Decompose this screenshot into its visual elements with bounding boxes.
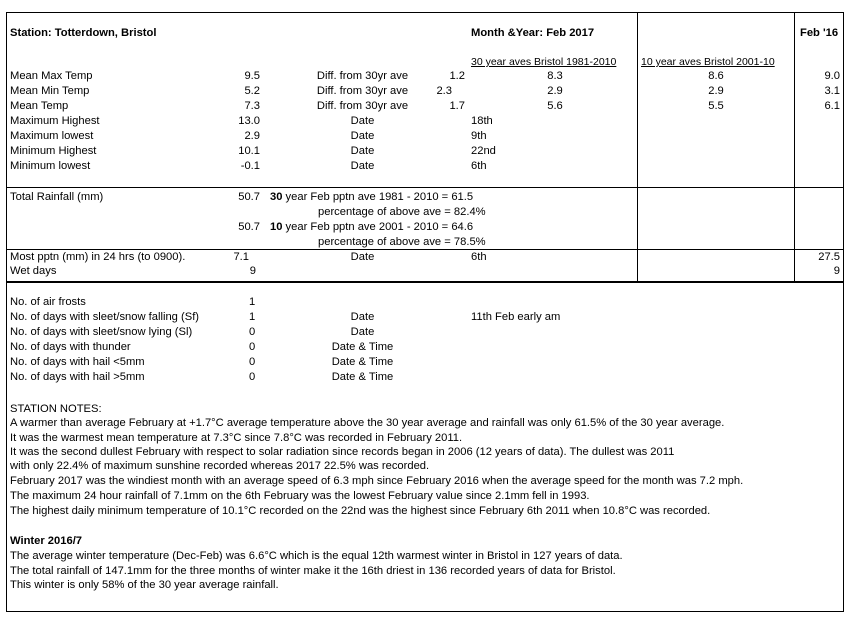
row-label: Mean Max Temp bbox=[10, 70, 93, 82]
days-value: 0 bbox=[249, 326, 256, 338]
note-line: A warmer than average February at +1.7°C average temperature above the 30 year average and rainfall was only 61.5% of the 30 year average. bbox=[10, 417, 725, 429]
days-value: 1 bbox=[249, 296, 256, 308]
pptn-mid: Date bbox=[350, 251, 375, 263]
days-mid: Date & Time bbox=[331, 341, 394, 353]
row-value: -0.1 bbox=[240, 160, 260, 172]
note-line: It was the warmest mean temperature at 7.3°C since 7.8°C was recorded in February 2011. bbox=[10, 432, 463, 444]
row-value: 10.1 bbox=[238, 145, 260, 157]
ave30-title: 30 year aves Bristol 1981-2010 bbox=[471, 56, 617, 68]
pptn-date: 6th bbox=[471, 251, 487, 263]
days-label: No. of days with hail <5mm bbox=[10, 356, 145, 368]
row-ave30: 2.9 bbox=[547, 85, 563, 97]
rule-rain-bottom bbox=[6, 249, 844, 250]
rule-rain-top bbox=[6, 187, 844, 188]
days-value: 0 bbox=[249, 341, 256, 353]
rainfall-line-1-text: year Feb pptn ave 1981 - 2010 = 61.5 bbox=[282, 191, 474, 203]
rainfall-value-2: 50.7 bbox=[238, 221, 260, 233]
rainfall-value-1: 50.7 bbox=[238, 191, 260, 203]
row-date: 18th bbox=[471, 115, 493, 127]
days-label: No. of air frosts bbox=[10, 296, 86, 308]
row-label: Minimum lowest bbox=[10, 160, 91, 172]
row-label: Mean Temp bbox=[10, 100, 69, 112]
days-label: No. of days with sleet/snow lying (Sl) bbox=[10, 326, 193, 338]
divider-ave10 bbox=[637, 12, 638, 283]
days-label: No. of days with thunder bbox=[10, 341, 131, 353]
row-label: Minimum Highest bbox=[10, 145, 97, 157]
row-value: 7.3 bbox=[244, 100, 260, 112]
row-ave30: 5.6 bbox=[547, 100, 563, 112]
row-label: Maximum lowest bbox=[10, 130, 94, 142]
days-label: No. of days with hail >5mm bbox=[10, 371, 145, 383]
rainfall-line-3-text: year Feb pptn ave 2001 - 2010 = 64.6 bbox=[282, 221, 474, 233]
row-mid: Diff. from 30yr ave bbox=[316, 100, 409, 112]
row-ave10: 2.9 bbox=[708, 85, 724, 97]
row-diff: 1.7 bbox=[449, 100, 465, 112]
pptn-label: Wet days bbox=[10, 265, 57, 277]
days-date: 11th Feb early am bbox=[471, 311, 561, 323]
pptn-value: 7.1 bbox=[233, 251, 249, 263]
days-mid: Date & Time bbox=[331, 356, 394, 368]
row-value: 9.5 bbox=[244, 70, 260, 82]
rainfall-line-3-years: 10 bbox=[270, 221, 283, 233]
rainfall-label: Total Rainfall (mm) bbox=[10, 191, 104, 203]
days-label: No. of days with sleet/snow falling (Sf) bbox=[10, 311, 200, 323]
days-mid: Date bbox=[350, 311, 375, 323]
days-value: 1 bbox=[249, 311, 256, 323]
divider-prev bbox=[794, 12, 795, 283]
row-value: 5.2 bbox=[244, 85, 260, 97]
row-label: Mean Min Temp bbox=[10, 85, 90, 97]
days-value: 0 bbox=[249, 371, 256, 383]
row-label: Maximum Highest bbox=[10, 115, 100, 127]
ave10-title: 10 year aves Bristol 2001-10 bbox=[641, 56, 775, 68]
row-ave30: 8.3 bbox=[547, 70, 563, 82]
winter-line: This winter is only 58% of the 30 year average rainfall. bbox=[10, 579, 279, 591]
row-diff: 2.3 bbox=[436, 85, 452, 97]
row-prev: 6.1 bbox=[824, 100, 840, 112]
row-value: 13.0 bbox=[238, 115, 260, 127]
winter-title: Winter 2016/7 bbox=[10, 535, 83, 547]
notes-title: STATION NOTES: bbox=[10, 403, 102, 415]
row-ave10: 8.6 bbox=[708, 70, 724, 82]
rainfall-line-1 bbox=[270, 191, 473, 204]
pptn-prev: 9 bbox=[833, 265, 840, 277]
row-mid: Date bbox=[350, 130, 375, 142]
rainfall-line-4: percentage of above ave = 78.5% bbox=[318, 236, 486, 248]
rule-section-bottom bbox=[6, 281, 844, 283]
note-line: with only 22.4% of maximum sunshine recorded whereas 2017 22.5% was recorded. bbox=[10, 460, 430, 472]
winter-line: The total rainfall of 147.1mm for the three months of winter make it the 16th driest in 136 recorded years of data for Bristol. bbox=[10, 565, 616, 577]
row-mid: Date bbox=[350, 145, 375, 157]
row-prev: 9.0 bbox=[824, 70, 840, 82]
days-value: 0 bbox=[249, 356, 256, 368]
days-mid: Date & Time bbox=[331, 371, 394, 383]
row-ave10: 5.5 bbox=[708, 100, 724, 112]
pptn-value: 9 bbox=[249, 265, 256, 277]
pptn-prev: 27.5 bbox=[818, 251, 840, 263]
rainfall-line-3 bbox=[270, 221, 473, 234]
rainfall-line-1-years: 30 bbox=[270, 191, 283, 203]
row-date: 9th bbox=[471, 130, 487, 142]
row-prev: 3.1 bbox=[824, 85, 840, 97]
month-year-title: Month &Year: Feb 2017 bbox=[471, 27, 595, 39]
winter-line: The average winter temperature (Dec-Feb) was 6.6°C which is the equal 12th warmest winter in Bristol in 127 years of data. bbox=[10, 550, 623, 562]
days-mid: Date bbox=[350, 326, 375, 338]
note-line: February 2017 was the windiest month with an average speed of 6.3 mph since February 2016 when the average speed for the month was 7.2 mph. bbox=[10, 475, 744, 487]
note-line: The highest daily minimum temperature of 10.1°C recorded on the 22nd was the highest since February 6th 2011 when 10.8°C was recorded. bbox=[10, 505, 711, 517]
row-mid: Date bbox=[350, 160, 375, 172]
pptn-label: Most pptn (mm) in 24 hrs (to 0900). bbox=[10, 251, 186, 263]
prev-year-title: Feb '16 bbox=[800, 27, 839, 39]
row-value: 2.9 bbox=[244, 130, 260, 142]
note-line: The maximum 24 hour rainfall of 7.1mm on the 6th February was the lowest February value since 2.1mm fell in 1993. bbox=[10, 490, 590, 502]
note-line: It was the second dullest February with respect to solar radiation since records began in 2006 (12 years of data). The dullest was 2011 bbox=[10, 446, 675, 458]
row-diff: 1.2 bbox=[449, 70, 465, 82]
station-title: Station: Totterdown, Bristol bbox=[10, 27, 157, 39]
row-date: 6th bbox=[471, 160, 487, 172]
rainfall-line-2: percentage of above ave = 82.4% bbox=[318, 206, 486, 218]
row-mid: Date bbox=[350, 115, 375, 127]
row-mid: Diff. from 30yr ave bbox=[316, 85, 409, 97]
row-mid: Diff. from 30yr ave bbox=[316, 70, 409, 82]
row-date: 22nd bbox=[471, 145, 496, 157]
